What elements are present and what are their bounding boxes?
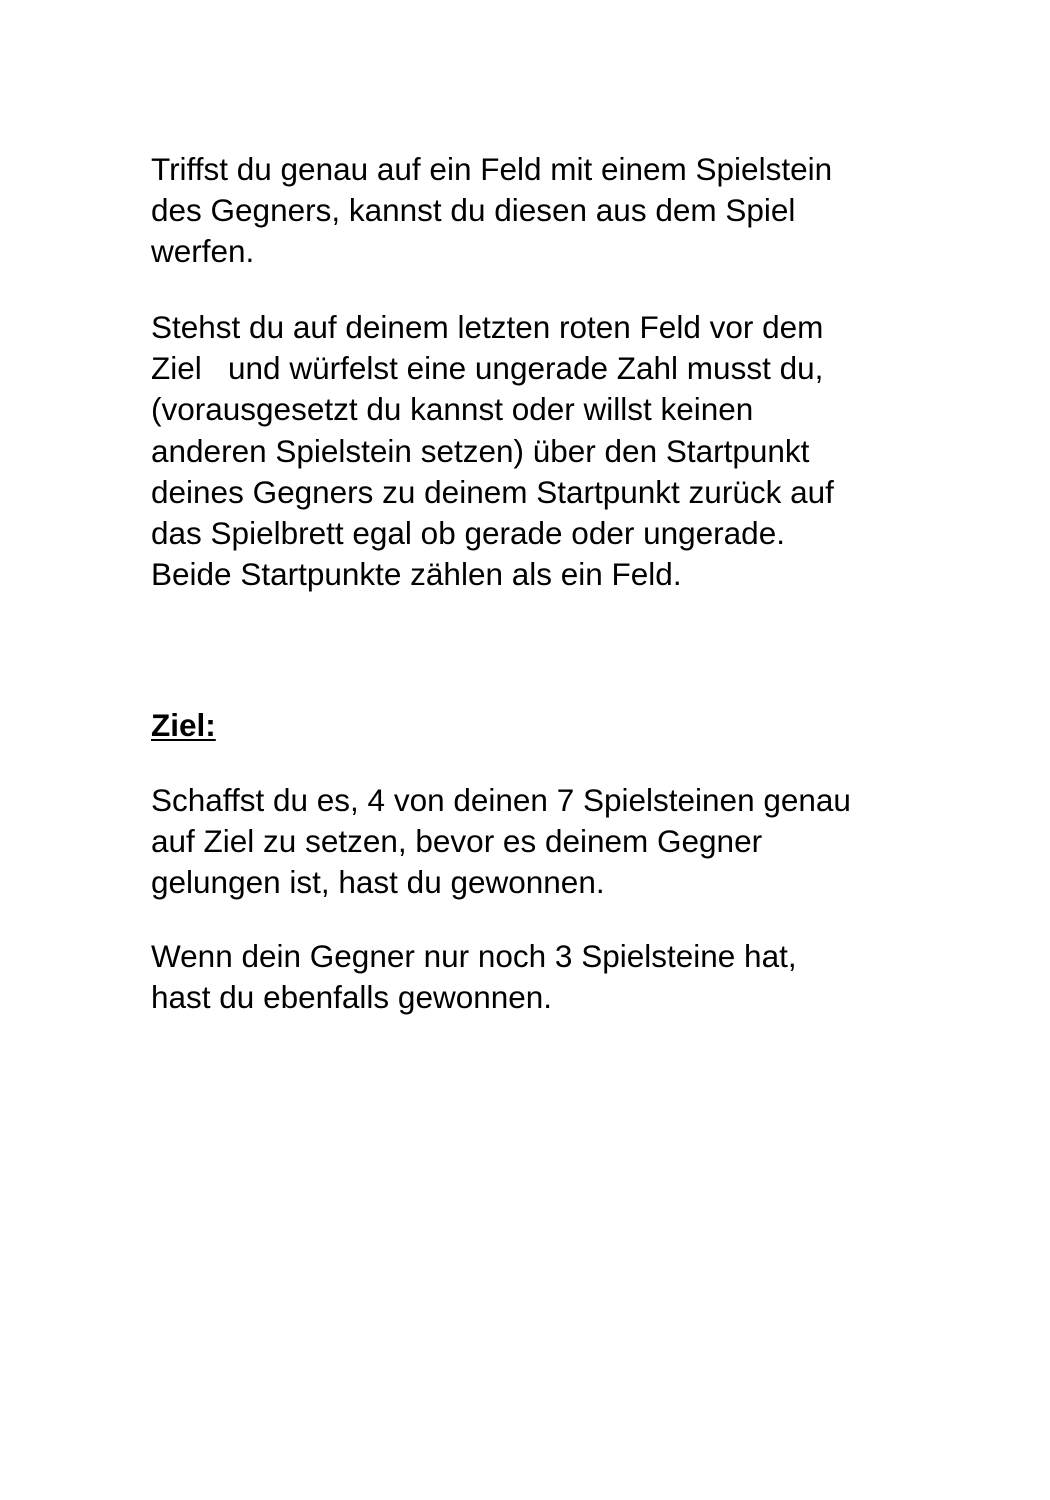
heading-ziel: Ziel: xyxy=(151,707,216,743)
paragraph-win-condition: Schaffst du es, 4 von deinen 7 Spielsteinen genau auf Ziel zu setzen, bevor es deinem Gegner gelungen ist, hast du gewonnen. xyxy=(151,782,851,901)
paragraph-capture-rule: Triffst du genau auf ein Feld mit einem Spielstein des Gegners, kannst du diesen aus dem Spiel werfen. xyxy=(151,151,833,270)
paragraph-last-field-rule: Stehst du auf deinem letzten roten Feld vor dem Ziel und würfelst eine ungerade Zahl musst du, (vorausgesetzt du kannst oder willst keinen anderen Spielstein setzen) über den Startpunkt deines Gegners zu deinem Startpunkt zurück auf das Spielbrett egal ob gerade oder ungerade. Beide Startpunkte zählen als ein Feld. xyxy=(151,309,834,593)
paragraph-alternate-win: Wenn dein Gegner nur noch 3 Spielsteine hat, hast du ebenfalls gewonnen. xyxy=(151,938,797,1016)
